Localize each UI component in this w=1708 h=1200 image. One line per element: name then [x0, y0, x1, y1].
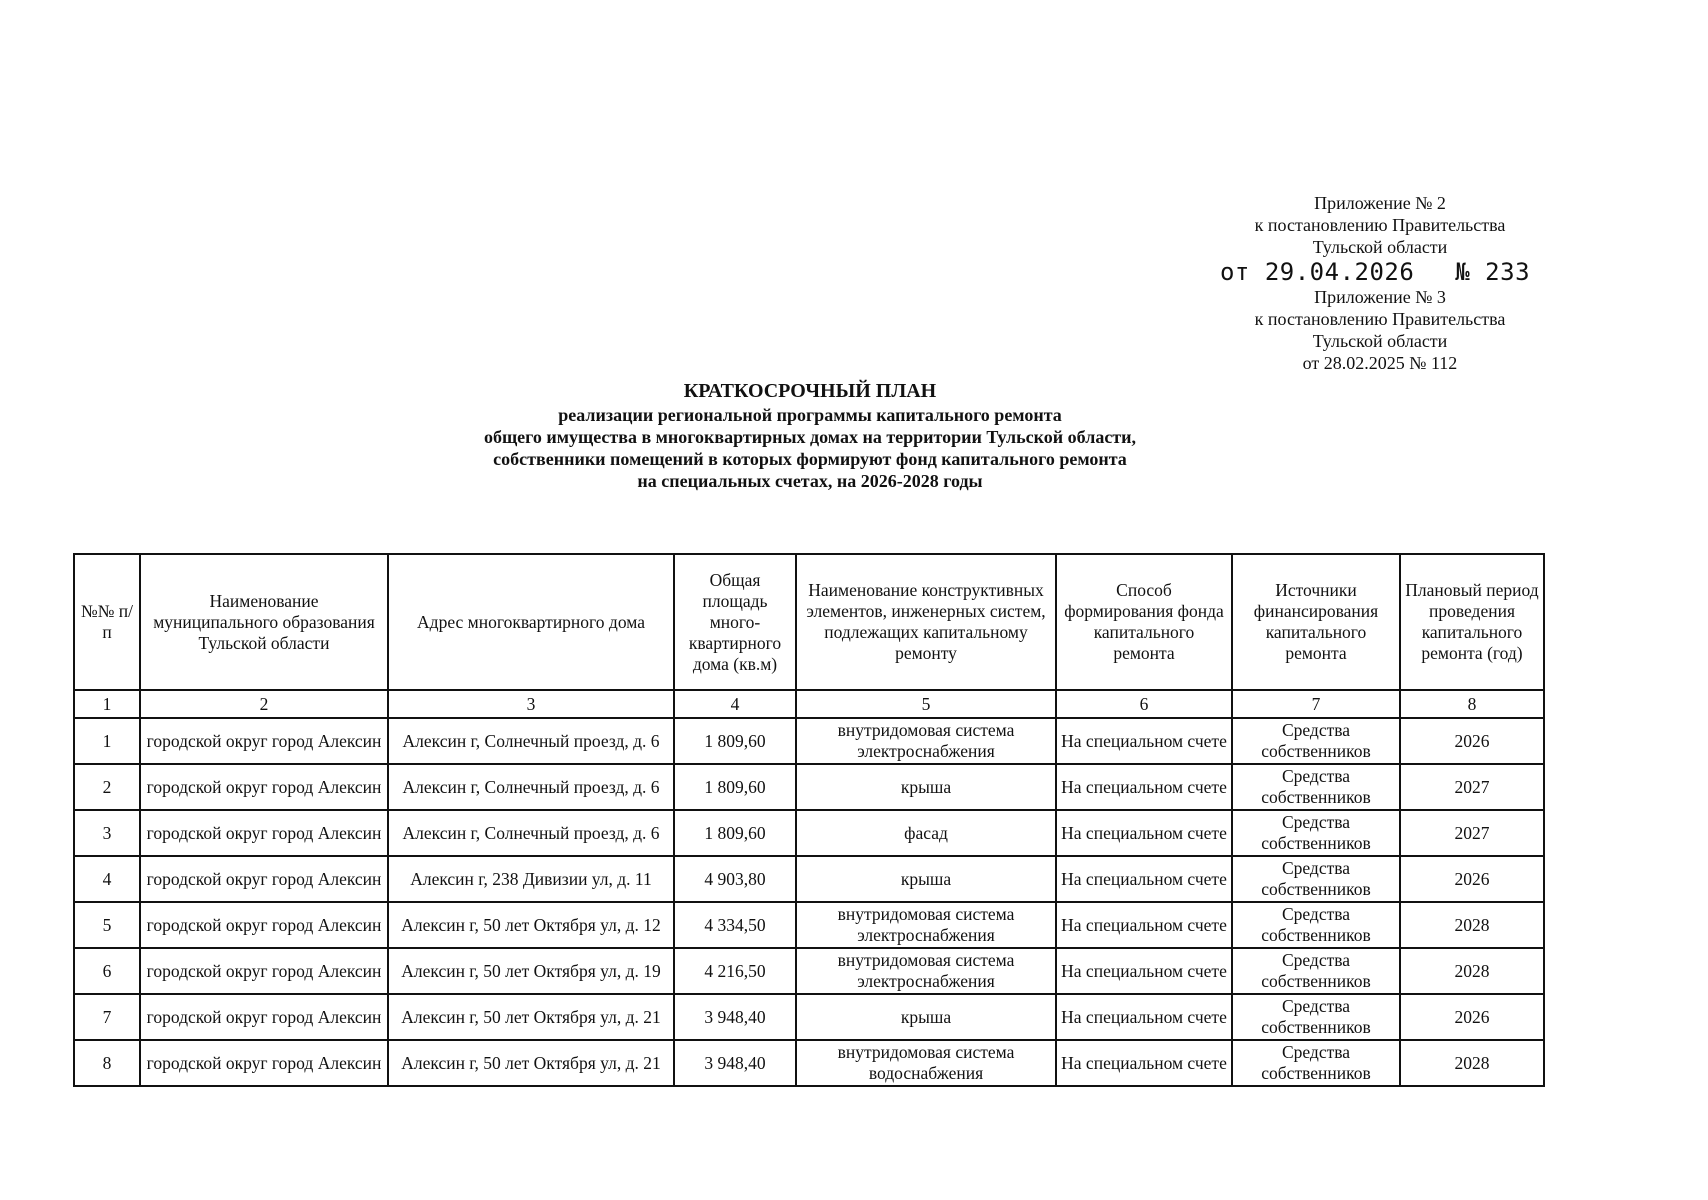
table-header-row: [74, 554, 1544, 690]
title-subline: общего имущества в многоквартирных домах на территории Тульской области,: [483, 427, 1137, 447]
table-cell: 4 334,50: [674, 902, 796, 948]
table-cell: 4 903,80: [674, 856, 796, 902]
decree-stamp: [1200, 258, 1550, 286]
table-cell: городской округ город Алексин: [140, 948, 388, 994]
table-cell: 8: [74, 1040, 140, 1086]
table-cell: 2027: [1400, 810, 1544, 856]
header-cell: Наименование муниципального образования Тульской области: [140, 554, 388, 690]
table-cell: Алексин г, 238 Дивизии ул, д. 11: [388, 856, 674, 902]
title-subline: на специальных счетах, на 2026-2028 годы: [637, 471, 983, 491]
table-cell: городской округ город Алексин: [140, 1040, 388, 1086]
table-cell: На специальном счете: [1056, 718, 1232, 764]
title-subline: собственники помещений в которых формируют фонд капитального ремонта: [493, 449, 1127, 469]
table-cell: На специальном счете: [1056, 810, 1232, 856]
table-cell: 1 809,60: [674, 764, 796, 810]
stamp-date: 29.04.2026: [1264, 258, 1415, 286]
table-cell: 3: [74, 810, 140, 856]
table-cell: 5: [74, 902, 140, 948]
table-cell: 2028: [1400, 948, 1544, 994]
header-cell: Способ формирования фонда капитального ремонта: [1056, 554, 1232, 690]
table-cell: На специальном счете: [1056, 948, 1232, 994]
table-cell: На специальном счете: [1056, 1040, 1232, 1086]
table-cell: Средства собственников: [1232, 948, 1400, 994]
table-cell: Средства собственников: [1232, 810, 1400, 856]
table-cell: 2028: [1400, 1040, 1544, 1086]
table-cell: Алексин г, Солнечный проезд, д. 6: [388, 718, 674, 764]
table-cell: 1 809,60: [674, 810, 796, 856]
table-cell: 2028: [1400, 902, 1544, 948]
header-cell: №№ п/п: [74, 554, 140, 690]
title-subline: реализации региональной программы капитального ремонта: [558, 405, 1062, 425]
table-cell: 3 948,40: [674, 1040, 796, 1086]
stamp-number: № 233: [1455, 258, 1531, 286]
column-number: 5: [796, 690, 1056, 718]
table-cell: городской округ город Алексин: [140, 764, 388, 810]
stamp-prefix: от: [1219, 258, 1250, 286]
table-cell: Алексин г, 50 лет Октября ул, д. 21: [388, 994, 674, 1040]
header-cell: Источники финансирования капитального ремонта: [1232, 554, 1400, 690]
table-row: [74, 810, 1544, 856]
table-cell: 2026: [1400, 718, 1544, 764]
table-cell: Средства собственников: [1232, 718, 1400, 764]
table-cell: Алексин г, 50 лет Октября ул, д. 21: [388, 1040, 674, 1086]
table-row: [74, 994, 1544, 1040]
table-cell: На специальном счете: [1056, 764, 1232, 810]
appendix-line: Тульской области: [1312, 331, 1448, 351]
table-cell: 3 948,40: [674, 994, 796, 1040]
table-row: [74, 948, 1544, 994]
column-number: 7: [1232, 690, 1400, 718]
table-cell: 1 809,60: [674, 718, 796, 764]
table-cell: внутридомовая система электроснабжения: [796, 948, 1056, 994]
table-cell: городской округ город Алексин: [140, 810, 388, 856]
table-cell: Средства собственников: [1232, 764, 1400, 810]
document-title: [300, 378, 1320, 492]
column-number: 2: [140, 690, 388, 718]
appendix-line: Приложение № 2: [1314, 193, 1446, 213]
table-cell: внутридомовая система водоснабжения: [796, 1040, 1056, 1086]
table-cell: крыша: [796, 994, 1056, 1040]
appendix-line: к постановлению Правительства: [1254, 215, 1506, 235]
column-number: 4: [674, 690, 796, 718]
table-cell: крыша: [796, 856, 1056, 902]
table-cell: крыша: [796, 764, 1056, 810]
column-number-row: [74, 690, 1544, 718]
table-cell: фасад: [796, 810, 1056, 856]
table-cell: На специальном счете: [1056, 856, 1232, 902]
column-number: 1: [74, 690, 140, 718]
table-cell: 2027: [1400, 764, 1544, 810]
table-cell: 7: [74, 994, 140, 1040]
title-main: КРАТКОСРОЧНЫЙ ПЛАН: [683, 380, 937, 402]
header-cell: Общая площадь много-квартирного дома (кв.м): [674, 554, 796, 690]
header-cell: Плановый период проведения капитального ремонта (год): [1400, 554, 1544, 690]
appendix-line: Приложение № 3: [1314, 287, 1446, 307]
table-cell: городской округ город Алексин: [140, 718, 388, 764]
table-cell: Алексин г, 50 лет Октября ул, д. 19: [388, 948, 674, 994]
table-cell: Средства собственников: [1232, 1040, 1400, 1086]
table-cell: Алексин г, Солнечный проезд, д. 6: [388, 810, 674, 856]
table-cell: Алексин г, 50 лет Октября ул, д. 12: [388, 902, 674, 948]
column-number: 6: [1056, 690, 1232, 718]
table-cell: На специальном счете: [1056, 902, 1232, 948]
appendix-line: Тульской области: [1312, 237, 1448, 257]
table-cell: 1: [74, 718, 140, 764]
table-cell: городской округ город Алексин: [140, 902, 388, 948]
column-number: 8: [1400, 690, 1544, 718]
table-row: [74, 764, 1544, 810]
table-cell: 2026: [1400, 994, 1544, 1040]
table-cell: 4 216,50: [674, 948, 796, 994]
column-number: 3: [388, 690, 674, 718]
table-cell: городской округ город Алексин: [140, 856, 388, 902]
appendix-header: [1210, 192, 1550, 374]
table-cell: 2: [74, 764, 140, 810]
header-cell: Наименование конструктивных элементов, инженерных систем, подлежащих капитальному ремонту: [796, 554, 1056, 690]
table-cell: Алексин г, Солнечный проезд, д. 6: [388, 764, 674, 810]
table-row: [74, 856, 1544, 902]
table-cell: внутридомовая система электроснабжения: [796, 902, 1056, 948]
table-cell: 6: [74, 948, 140, 994]
table-cell: 2026: [1400, 856, 1544, 902]
appendix-line: от 28.02.2025 № 112: [1302, 353, 1458, 373]
header-cell: Адрес многоквартирного дома: [388, 554, 674, 690]
table-cell: Средства собственников: [1232, 902, 1400, 948]
table-cell: Средства собственников: [1232, 994, 1400, 1040]
table-row: [74, 902, 1544, 948]
table-row: [74, 1040, 1544, 1086]
table-cell: городской округ город Алексин: [140, 994, 388, 1040]
appendix-line: к постановлению Правительства: [1254, 309, 1506, 329]
repair-plan-table: [73, 553, 1545, 1087]
table-cell: 4: [74, 856, 140, 902]
table-cell: Средства собственников: [1232, 856, 1400, 902]
table-cell: внутридомовая система электроснабжения: [796, 718, 1056, 764]
table-row: [74, 718, 1544, 764]
table-cell: На специальном счете: [1056, 994, 1232, 1040]
